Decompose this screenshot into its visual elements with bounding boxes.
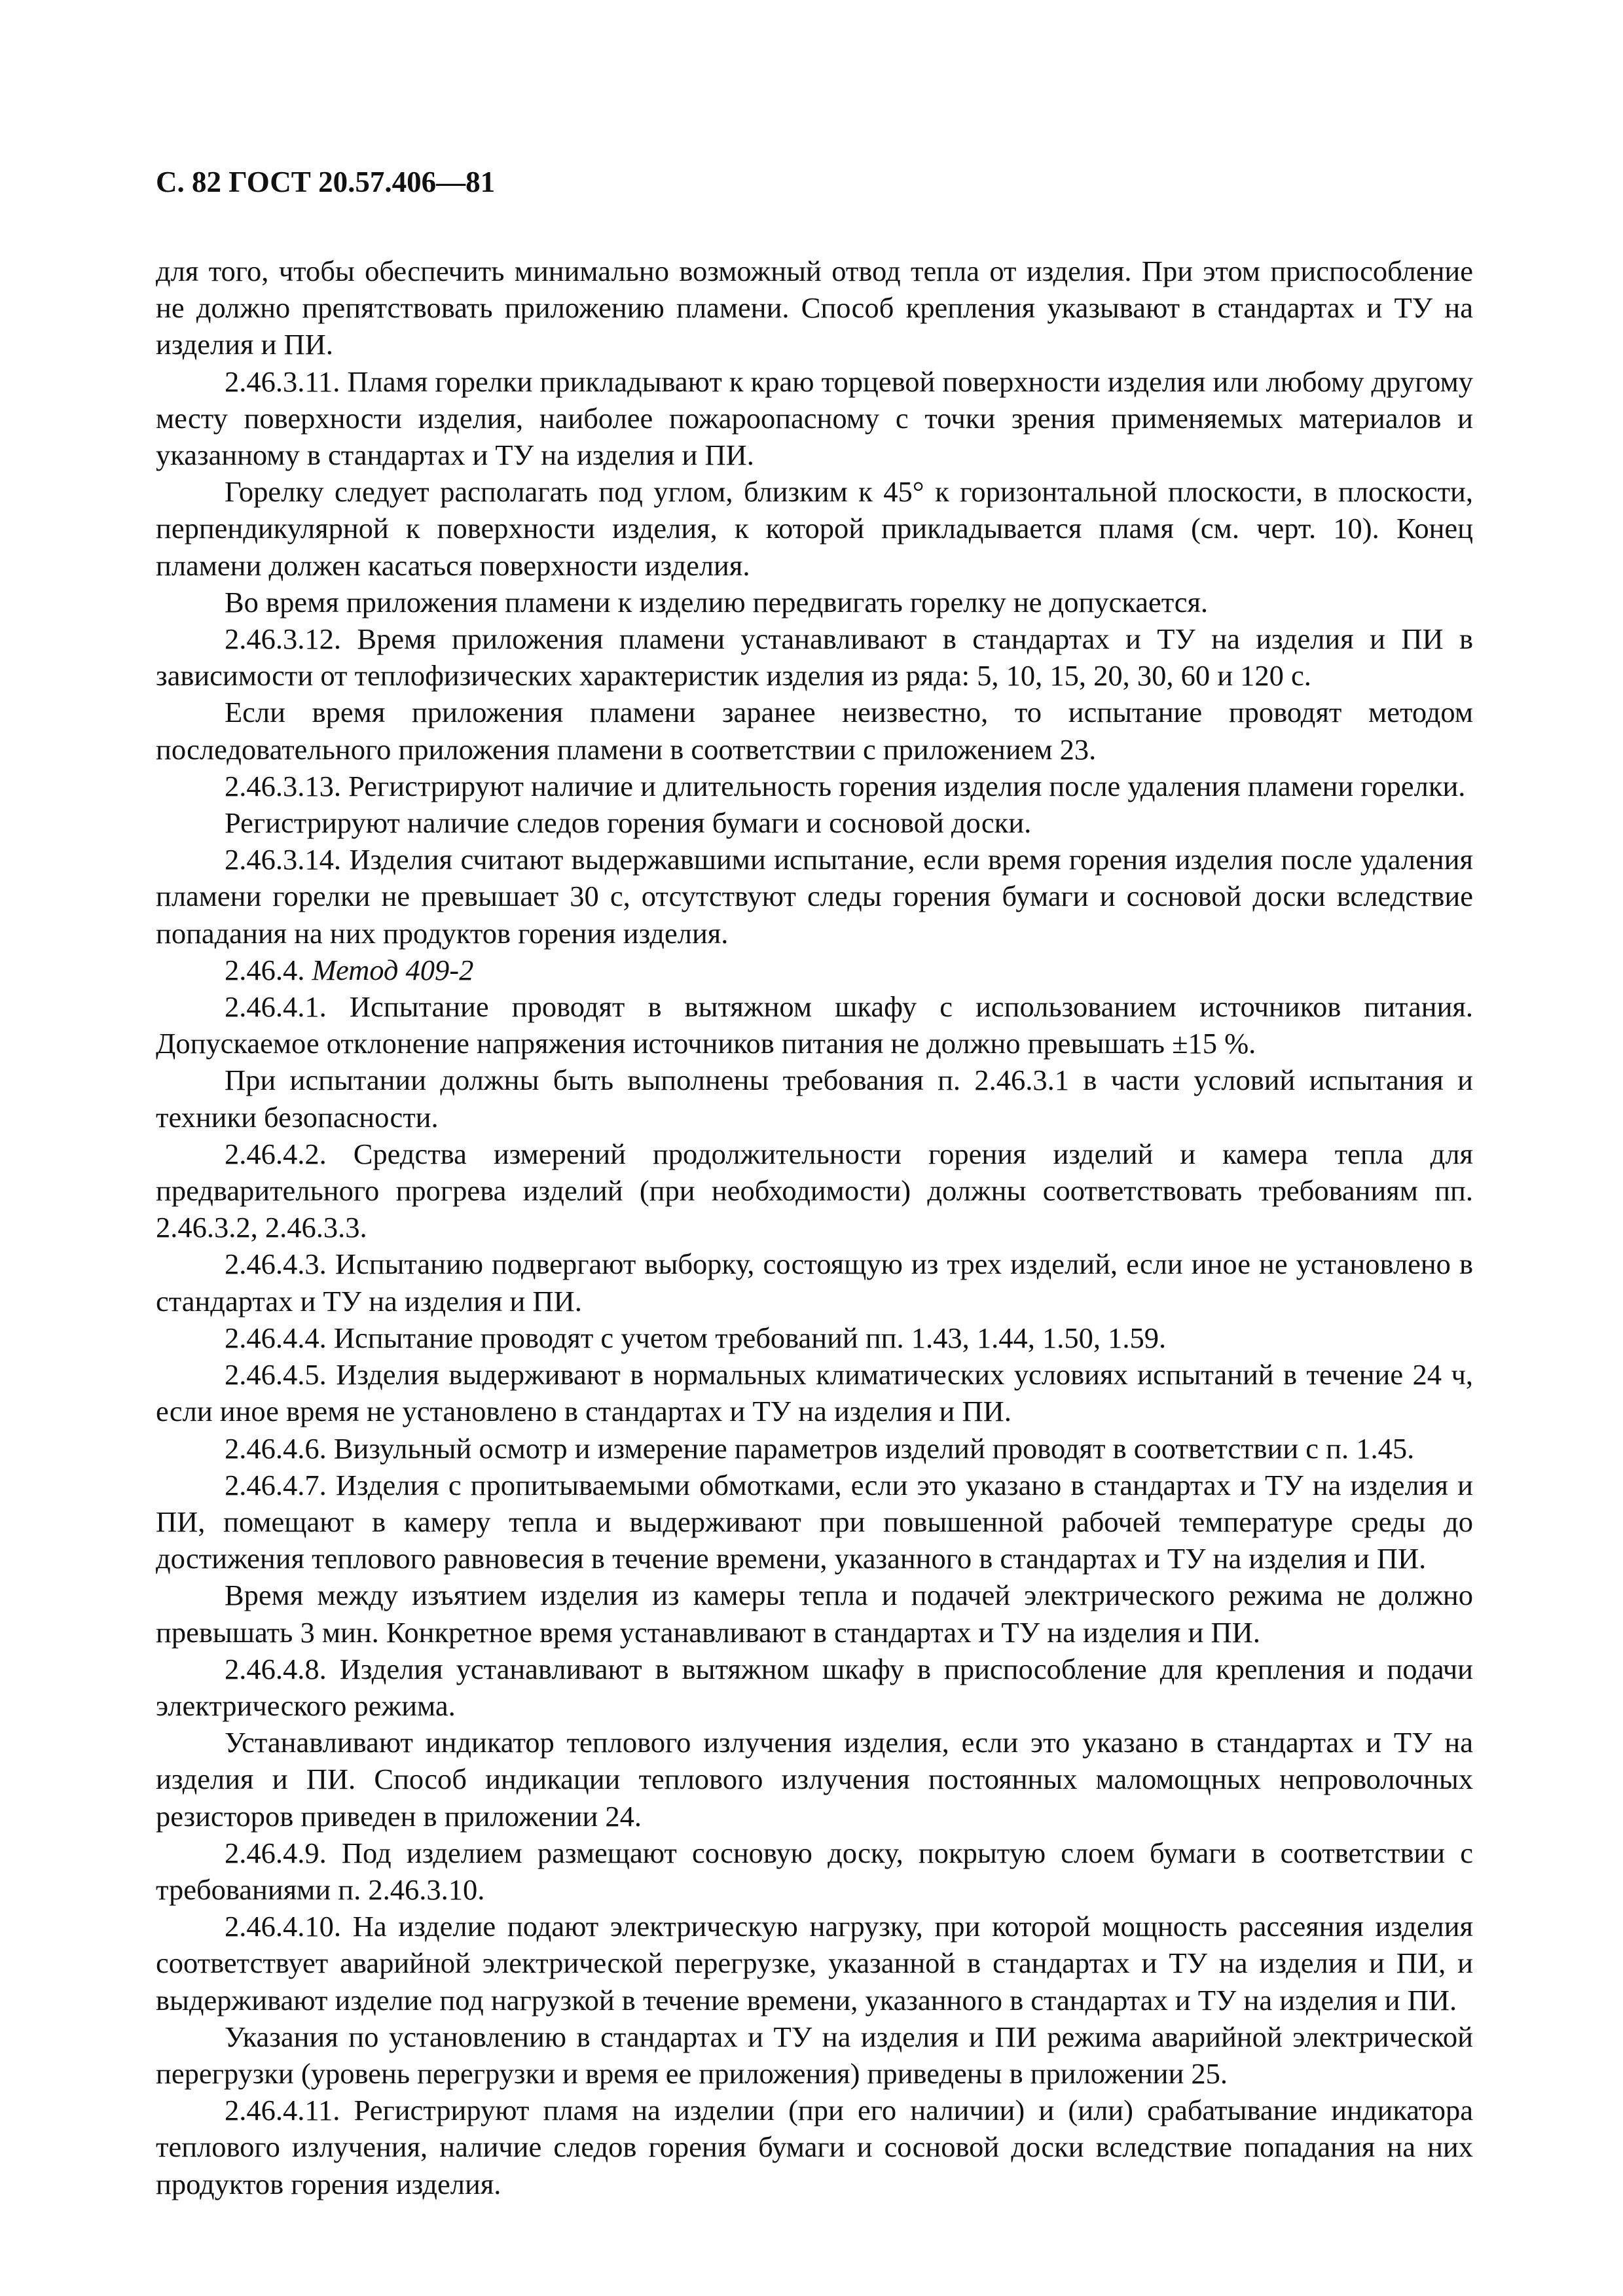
paragraph-time-between: Время между изъятием изделия из камеры тепла и подачей электрического режима не должно превышать 3 мин. Конкретное время устанавливают в стандартах и ТУ на изделия и ПИ. bbox=[156, 1579, 1473, 1649]
paragraph-2-46-4-2: 2.46.4.2. Средства измерений продолжительности горения изделий и камера тепла для предварительного прогрева изделий (при необходимости) должны соответствовать требованиям пп. 2.46.3.2, 2.46.3.3. bbox=[156, 1137, 1473, 1244]
paragraph-2-46-4-1: 2.46.4.1. Испытание проводят в вытяжном шкафу с использованием источников питания. Допускаемое отклонение напряжения источников питания не должно превышать ±15 %. bbox=[156, 990, 1473, 1060]
paragraph-2-46-4-9: 2.46.4.9. Под изделием размещают сосновую доску, покрытую слоем бумаги в соответствии с требованиями п. 2.46.3.10. bbox=[156, 1836, 1473, 1906]
document-page bbox=[156, 164, 1473, 2202]
paragraph-2-46-4-8: 2.46.4.8. Изделия устанавливают в вытяжном шкафу в приспособление для крепления и подачи электрического режима. bbox=[156, 1652, 1473, 1722]
paragraph-register-traces: Регистрируют наличие следов горения бумаги и сосновой доски. bbox=[225, 806, 1032, 840]
paragraph-burner-angle: Горелку следует располагать под углом, близким к 45° к горизонтальной плоскости, в плоскости, перпендикулярной к поверхности изделия, к которой прикладывается пламя (см. черт. 10). Конец пламени должен касаться поверхности изделия. bbox=[156, 475, 1473, 582]
page-header: С. 82 ГОСТ 20.57.406—81 bbox=[156, 166, 496, 198]
paragraph-flame-time-unknown: Если время приложения пламени заранее неизвестно, то испытание проводят методом последовательного приложения пламени в соответствии с приложением 23. bbox=[156, 696, 1473, 766]
section-number: 2.46.4. bbox=[225, 953, 305, 986]
paragraph-2-46-4-7: 2.46.4.7. Изделия с пропитываемыми обмотками, если это указано в стандартах и ТУ на изделия и ПИ, помещают в камеру тепла и выдерживают при повышенной рабочей температуре среды до достижения теплового равновесия в течение времени, указанного в стандартах и ТУ на изделия и ПИ. bbox=[156, 1468, 1473, 1575]
section-method-title: Метод 409-2 bbox=[312, 953, 474, 986]
paragraph-2-46-3-14: 2.46.3.14. Изделия считают выдержавшими испытание, если время горения изделия после удаления пламени горелки не превышает 30 с, отсутствуют следы горения бумаги и сосновой доски вследствие попадания на них продуктов горения изделия. bbox=[156, 843, 1473, 950]
paragraph-2-46-4-4: 2.46.4.4. Испытание проводят с учетом требований пп. 1.43, 1.44, 1.50, 1.59. bbox=[225, 1321, 1167, 1354]
paragraph-overload-instructions: Указания по установлению в стандартах и ТУ на изделия и ПИ режима аварийной электрической перегрузки (уровень перегрузки и время ее приложения) приведены в приложении 25. bbox=[156, 2020, 1473, 2090]
paragraph-2-46-4-10: 2.46.4.10. На изделие подают электрическую нагрузку, при которой мощность рассеяния изделия соответствует аварийной электрической перегрузке, указанной в стандартах и ТУ на изделия и ПИ, и выдерживают изделие под нагрузкой в течение времени, указанного в стандартах и ТУ на изделия и ПИ. bbox=[156, 1910, 1473, 2017]
paragraph-2-46-4-5: 2.46.4.5. Изделия выдерживают в нормальных климатических условиях испытаний в течение 24 ч, если иное время не установлено в стандартах и ТУ на изделия и ПИ. bbox=[156, 1358, 1473, 1428]
paragraph-heat-indicator: Устанавливают индикатор теплового излучения изделия, если это указано в стандартах и ТУ на изделия и ПИ. Способ индикации теплового излучения постоянных маломощных непроволочных резисторов приведен в приложении 24. bbox=[156, 1726, 1473, 1833]
paragraph-continuation: для того, чтобы обеспечить минимально возможный отвод тепла от изделия. При этом приспособление не должно препятствовать приложению пламени. Способ крепления указывают в стандартах и ТУ на изделия и ПИ. bbox=[156, 255, 1473, 361]
paragraph-2-46-4-6: 2.46.4.6. Визульный осмотр и измерение параметров изделий проводят в соответствии с п. 1.45. bbox=[225, 1431, 1415, 1465]
paragraph-2-46-3-11: 2.46.3.11. Пламя горелки прикладывают к краю торцевой поверхности изделия или любому другому месту поверхности изделия, наиболее пожароопасному с точки зрения применяемых материалов и указанному в стандартах и ТУ на изделия и ПИ. bbox=[156, 365, 1473, 472]
paragraph-burner-no-move: Во время приложения пламени к изделию передвигать горелку не допускается. bbox=[225, 585, 1209, 619]
paragraph-2-46-3-13: 2.46.3.13. Регистрируют наличие и длительность горения изделия после удаления пламени горелки. bbox=[225, 769, 1466, 802]
paragraph-safety-requirements: При испытании должны быть выполнены требования п. 2.46.3.1 в части условий испытания и техники безопасности. bbox=[156, 1064, 1473, 1134]
paragraph-2-46-4-3: 2.46.4.3. Испытанию подвергают выборку, состоящую из трех изделий, если иное не установлено в стандартах и ТУ на изделия и ПИ. bbox=[156, 1247, 1473, 1318]
section-heading-2-46-4 bbox=[156, 952, 1473, 988]
paragraph-2-46-3-12: 2.46.3.12. Время приложения пламени устанавливают в стандартах и ТУ на изделия и ПИ в зависимости от теплофизических характеристик изделия из ряда: 5, 10, 15, 20, 30, 60 и 120 с. bbox=[156, 622, 1473, 692]
paragraph-2-46-4-11: 2.46.4.11. Регистрируют пламя на изделии (при его наличии) и (или) срабатывание индикатора теплового излучения, наличие следов горения бумаги и сосновой доски вследствие попадания на них продуктов горения изделия. bbox=[156, 2094, 1473, 2200]
